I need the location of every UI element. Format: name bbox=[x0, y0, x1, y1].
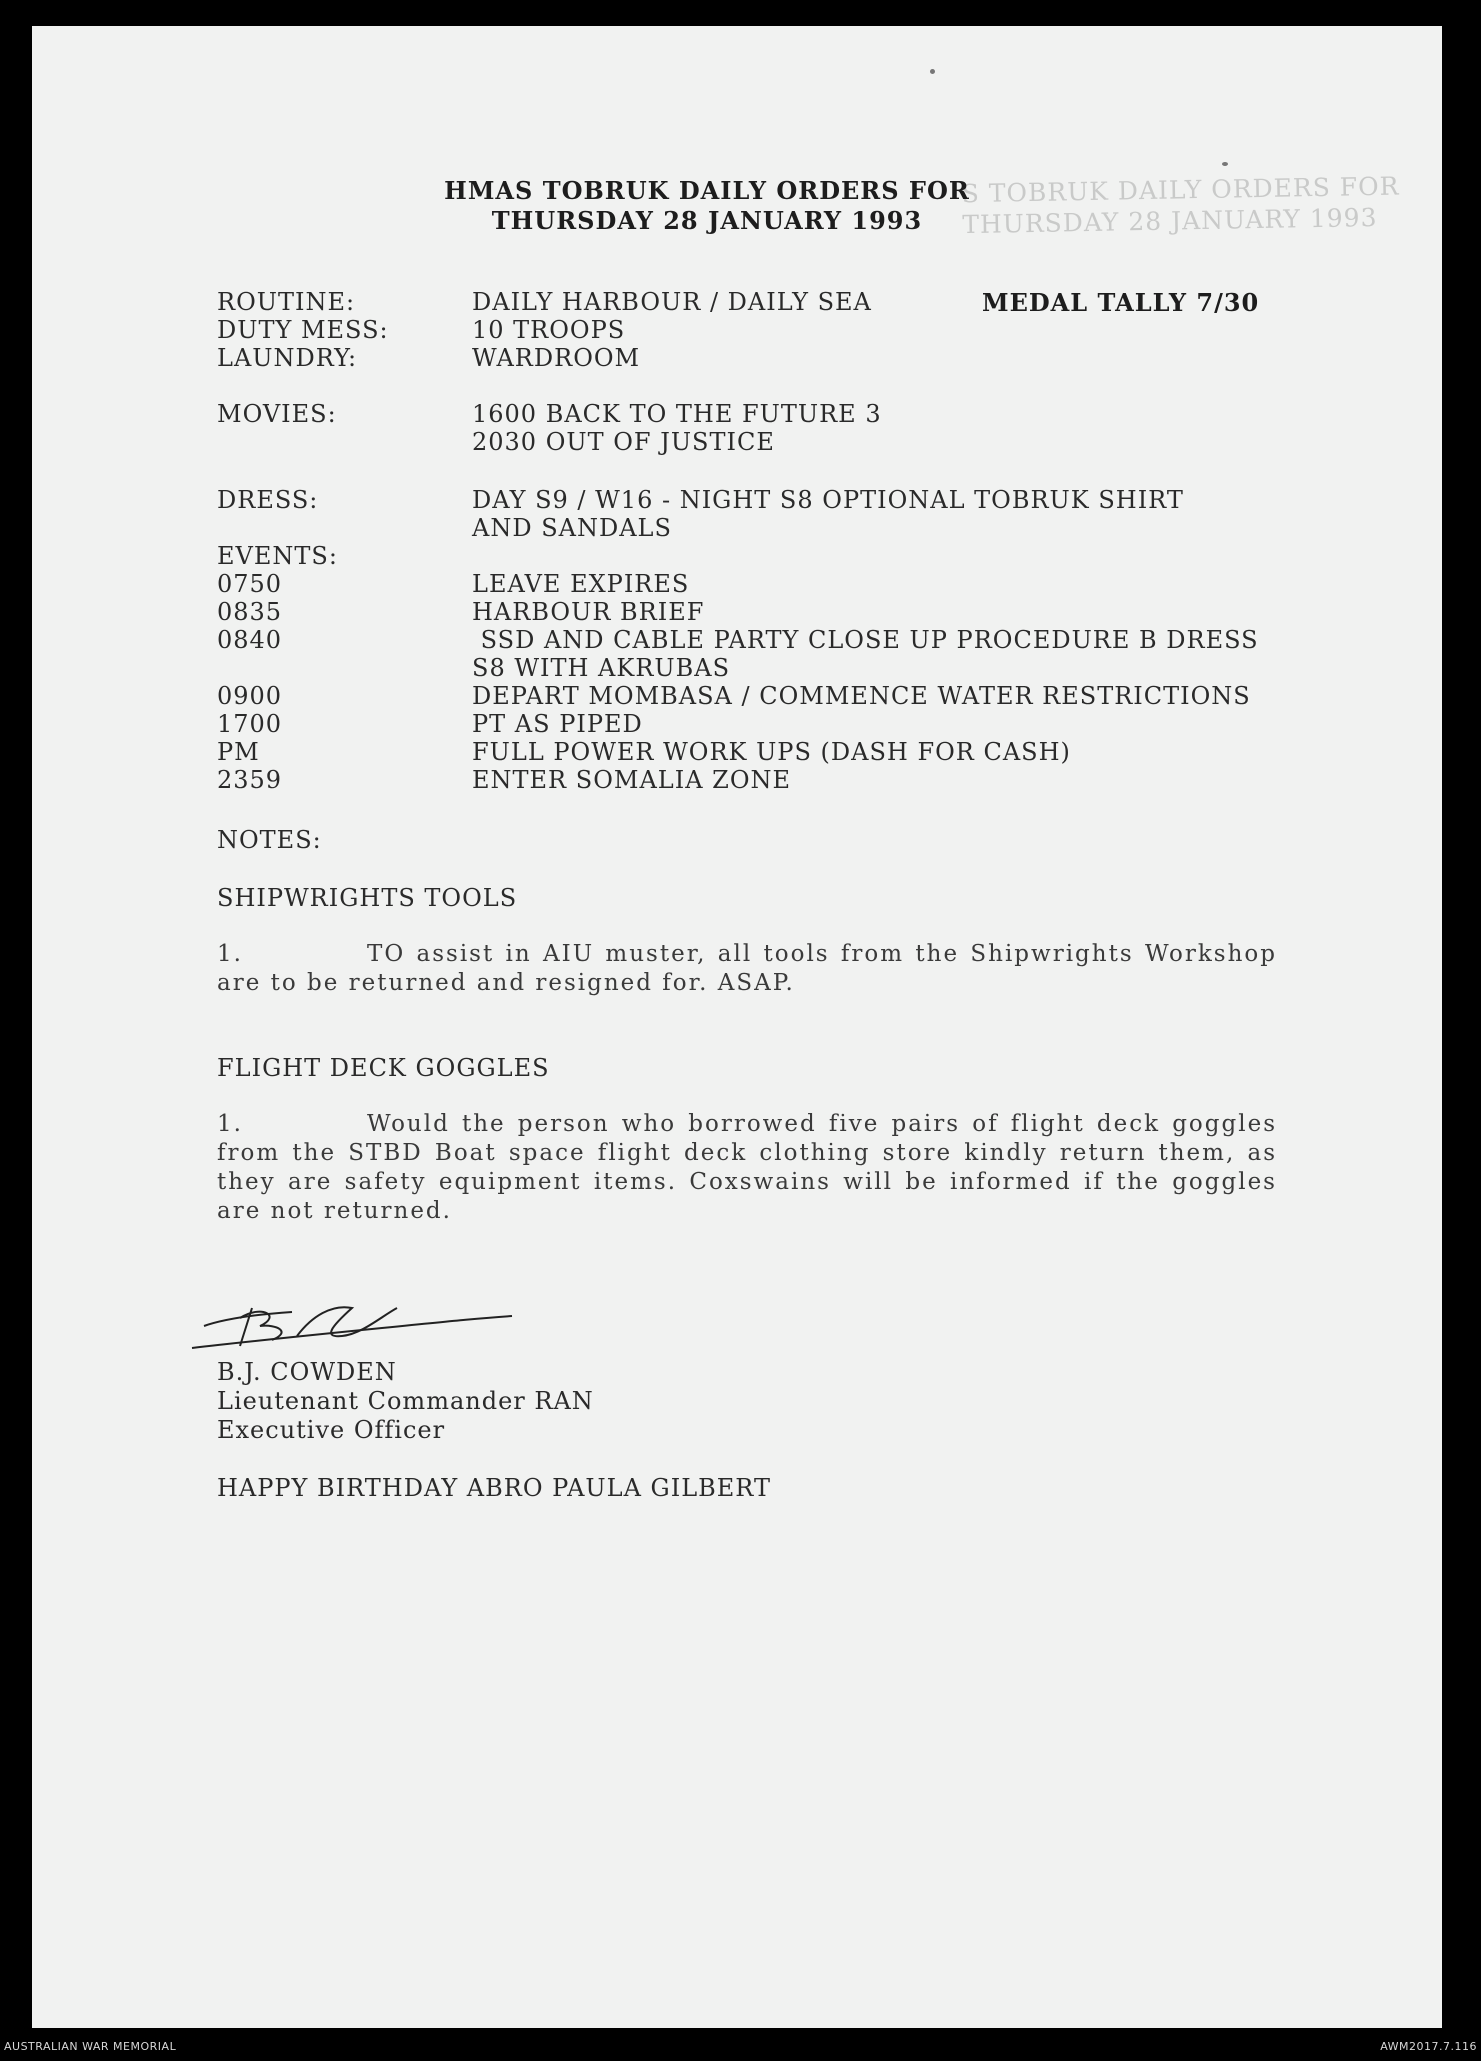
event-time: 2359 bbox=[217, 766, 283, 794]
routine-label: ROUTINE: bbox=[217, 288, 356, 316]
duty-mess-label: DUTY MESS: bbox=[217, 316, 389, 344]
note-text: TO assist in AIU muster, all tools from the Shipwrights Workshop are to be returned and resigned for. ASAP. bbox=[217, 941, 1277, 996]
note-number: 1. bbox=[217, 1111, 243, 1137]
event-text: DEPART MOMBASA / COMMENCE WATER RESTRICTIONS bbox=[472, 682, 1251, 710]
event-time: 1700 bbox=[217, 710, 283, 738]
event-text-continued: S8 WITH AKRUBAS bbox=[472, 654, 731, 682]
signatory-role: Executive Officer bbox=[217, 1416, 446, 1444]
note-number: 1. bbox=[217, 941, 243, 967]
event-text: FULL POWER WORK UPS (DASH FOR CASH) bbox=[472, 738, 1071, 766]
laundry-label: LAUNDRY: bbox=[217, 344, 358, 372]
notes-label: NOTES: bbox=[217, 826, 322, 854]
signature-block bbox=[217, 1358, 594, 1445]
document-page bbox=[32, 26, 1442, 2028]
laundry-value: WARDROOM bbox=[472, 344, 641, 372]
duty-mess-value: 10 TROOPS bbox=[472, 316, 626, 344]
event-text: HARBOUR BRIEF bbox=[472, 598, 705, 626]
movie-item: 1600 BACK TO THE FUTURE 3 bbox=[472, 400, 882, 428]
note-heading: SHIPWRIGHTS TOOLS bbox=[217, 884, 518, 912]
signatory-rank: Lieutenant Commander RAN bbox=[217, 1387, 594, 1415]
event-text: LEAVE EXPIRES bbox=[472, 570, 690, 598]
event-time: PM bbox=[217, 738, 260, 766]
movies-label: MOVIES: bbox=[217, 400, 337, 428]
event-time: 0835 bbox=[217, 598, 283, 626]
dress-label: DRESS: bbox=[217, 486, 319, 514]
routine-value: DAILY HARBOUR / DAILY SEA bbox=[472, 288, 872, 316]
event-text: ENTER SOMALIA ZONE bbox=[472, 766, 792, 794]
movie-item: 2030 OUT OF JUSTICE bbox=[472, 428, 775, 456]
birthday-message: HAPPY BIRTHDAY ABRO PAULA GILBERT bbox=[217, 1474, 771, 1502]
paper-speck bbox=[1222, 162, 1228, 166]
events-label: EVENTS: bbox=[217, 542, 338, 570]
event-time: 0900 bbox=[217, 682, 283, 710]
note-paragraph bbox=[217, 1110, 1277, 1226]
note-text: Would the person who borrowed five pairs of flight deck goggles from the STBD Boat space flight deck clothing store kindly return them, as they are safety equipment items. Coxswains will be informed if the goggles are not returned. bbox=[217, 1111, 1277, 1224]
dress-line-1: DAY S9 / W16 - NIGHT S8 OPTIONAL TOBRUK SHIRT bbox=[472, 486, 1184, 514]
note-paragraph bbox=[217, 940, 1277, 998]
medal-tally: MEDAL TALLY 7/30 bbox=[982, 288, 1260, 317]
event-time: 0750 bbox=[217, 570, 283, 598]
title-line-2: THURSDAY 28 JANUARY 1993 bbox=[491, 206, 923, 235]
bleed-through-text: S TOBRUK DAILY ORDERS FOR THURSDAY 28 JANUARY 1993 bbox=[961, 171, 1400, 240]
event-text: SSD AND CABLE PARTY CLOSE UP PROCEDURE B DRESS bbox=[472, 626, 1259, 654]
handwritten-signature bbox=[182, 1296, 522, 1356]
title-line-1: HMAS TOBRUK DAILY ORDERS FOR bbox=[444, 176, 970, 205]
event-time: 0840 bbox=[217, 626, 283, 654]
archive-credit: AUSTRALIAN WAR MEMORIAL bbox=[4, 2040, 177, 2053]
paper-speck bbox=[930, 69, 935, 74]
archive-reference: AWM2017.7.116 bbox=[1380, 2040, 1477, 2053]
signatory-name: B.J. COWDEN bbox=[217, 1358, 397, 1386]
event-text: PT AS PIPED bbox=[472, 710, 643, 738]
dress-line-2: AND SANDALS bbox=[472, 514, 672, 542]
document-title bbox=[432, 176, 982, 236]
note-heading: FLIGHT DECK GOGGLES bbox=[217, 1054, 550, 1082]
